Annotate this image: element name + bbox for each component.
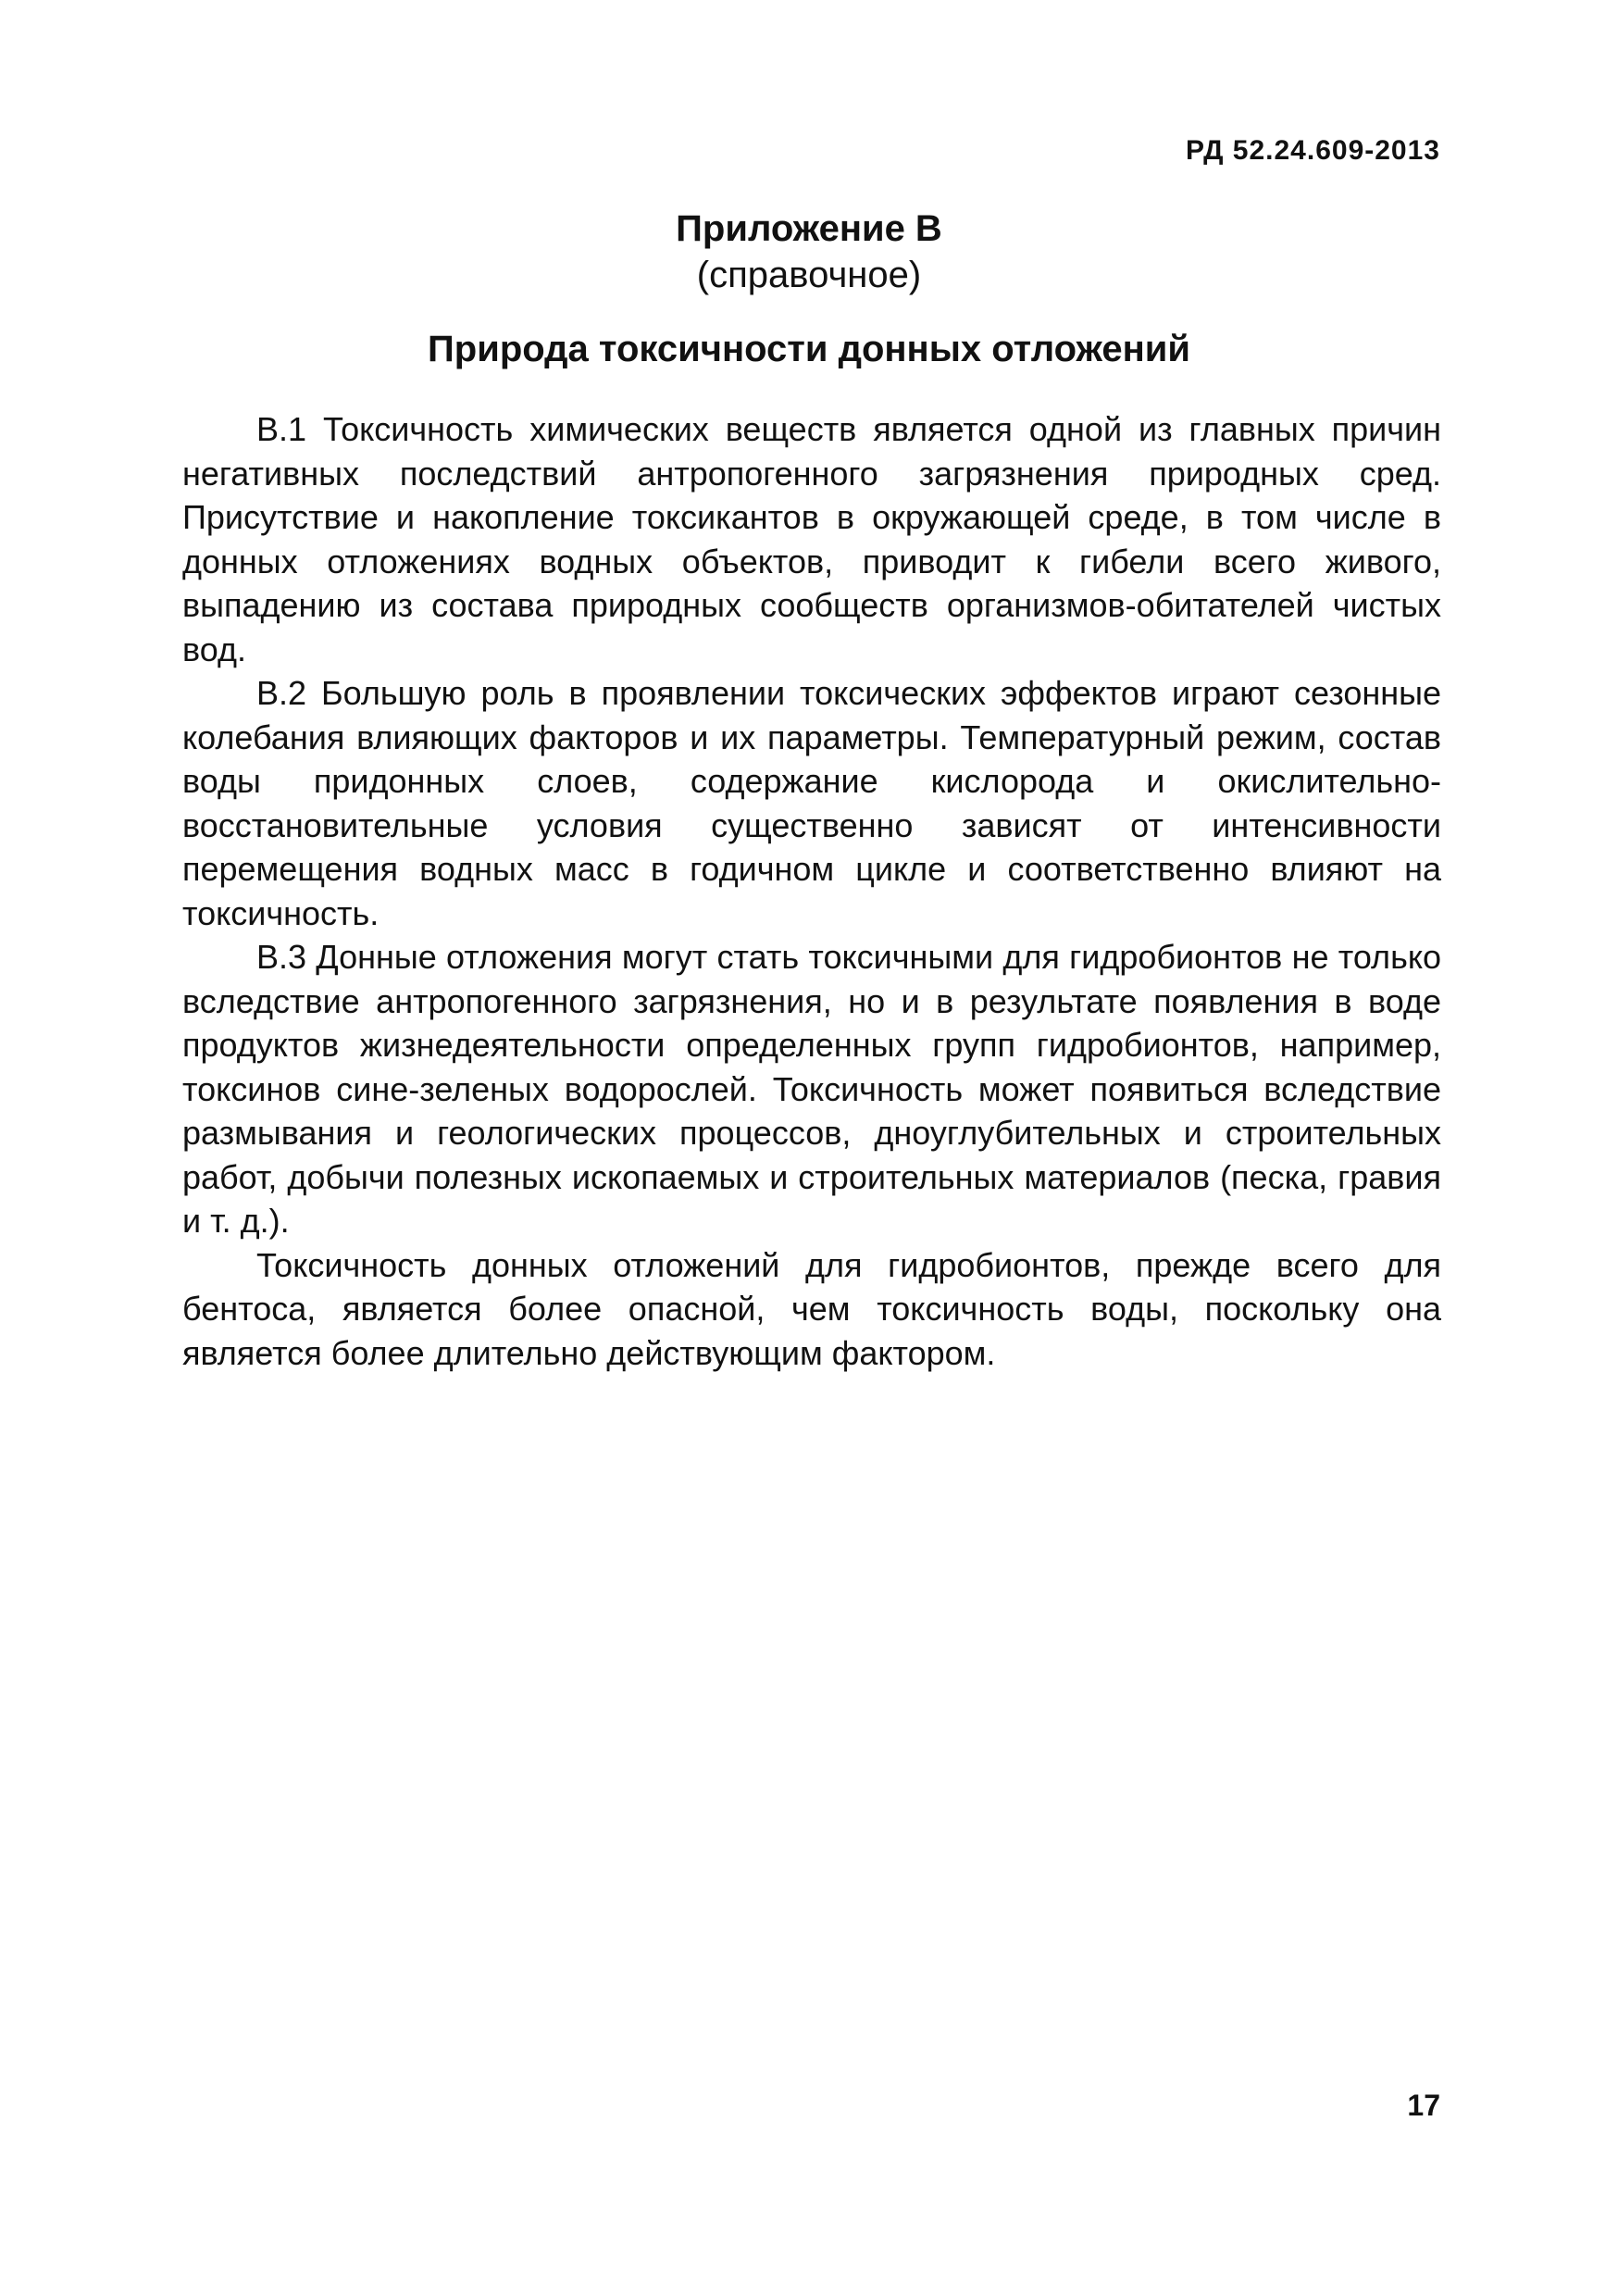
appendix-title: Приложение В bbox=[676, 208, 942, 249]
body-text bbox=[182, 407, 1441, 1375]
appendix-type: (справочное) bbox=[696, 255, 922, 295]
paragraph-b1: В.1 Токсичность химических веществ является одной из главных причин негативных последствий антропогенного загрязнения природных сред. Присутствие и накопление токсикантов в окружающей среде, в том числе в донных отложениях водных объектов, приводит к гибели всего живого, выпадению из состава природных сообществ организмов-обитателей чистых вод. bbox=[182, 410, 1441, 668]
document-code: РД 52.24.609-2013 bbox=[1185, 135, 1440, 166]
paragraph-b3: В.3 Донные отложения могут стать токсичными для гидробионтов не только вследствие антропогенного загрязнения, но и в результате появления в воде продуктов жизнедеятельности определенных групп гидробионтов, например, токсинов сине-зеленых водорослей. Токсичность может появиться вследствие размывания и геологических процессов, дноуглубительных и строительных работ, добычи полезных ископаемых и строительных материалов (песка, гравия и т. д.). bbox=[182, 938, 1441, 1240]
paragraph-b2: В.2 Большую роль в проявлении токсических эффектов играют сезонные колебания влияющих факторов и их параметры. Температурный режим, состав воды придонных слоев, содержание кислорода и окислительно-восстановительные условия существенно зависят от интенсивности перемещения водных масс в годичном цикле и соответственно влияют на токсичность. bbox=[182, 674, 1441, 932]
section-title: Природа токсичности донных отложений bbox=[428, 329, 1190, 369]
paragraph-conclusion: Токсичность донных отложений для гидробионтов, прежде всего для бентоса, является более опасной, чем токсичность воды, поскольку она является более длительно действующим фактором. bbox=[182, 1245, 1441, 1372]
page-number: 17 bbox=[1407, 2089, 1440, 2122]
